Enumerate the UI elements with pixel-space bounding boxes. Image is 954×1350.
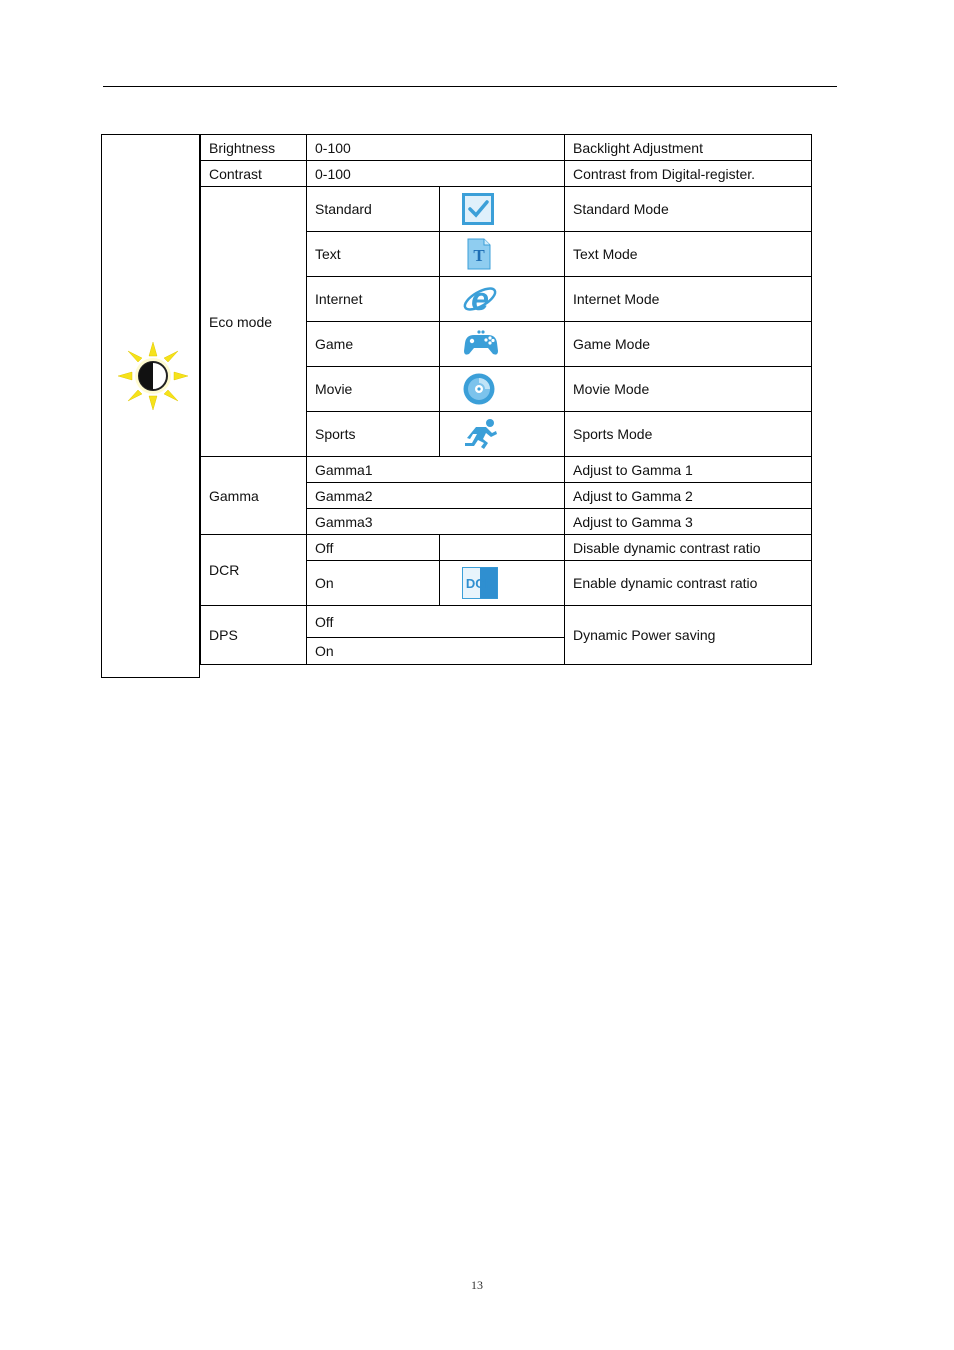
eco-row-standard	[201, 187, 812, 232]
text-document-icon	[462, 237, 494, 271]
eco-option-name: Internet	[307, 277, 440, 322]
eco-option-icon-cell	[440, 322, 565, 367]
dps-row-off	[201, 606, 812, 638]
header-rule	[103, 86, 837, 87]
setting-label: Brightness	[201, 135, 307, 161]
svg-text:T: T	[473, 246, 485, 265]
dcr-icon	[462, 567, 498, 599]
eco-option-name: Sports	[307, 412, 440, 457]
dps-off-name: Off	[307, 606, 565, 638]
eco-option-name: Standard	[307, 187, 440, 232]
svg-text:e: e	[471, 281, 489, 317]
eco-option-description: Movie Mode	[565, 367, 812, 412]
eco-option-icon-cell	[440, 232, 565, 277]
gamma-label: Gamma	[201, 457, 307, 535]
eco-option-icon-cell	[440, 367, 565, 412]
dcr-off-description: Disable dynamic contrast ratio	[565, 535, 812, 561]
internet-explorer-icon	[462, 281, 498, 317]
eco-option-description: Game Mode	[565, 322, 812, 367]
gamma-option-name: Gamma1	[307, 457, 565, 483]
gamma-option-description: Adjust to Gamma 1	[565, 457, 812, 483]
dps-label: DPS	[201, 606, 307, 665]
eco-option-name: Text	[307, 232, 440, 277]
eco-option-name: Movie	[307, 367, 440, 412]
dps-description: Dynamic Power saving	[565, 606, 812, 665]
disc-icon	[462, 372, 496, 406]
eco-mode-label: Eco mode	[201, 187, 307, 457]
eco-option-icon-cell	[440, 187, 565, 232]
settings-table	[200, 134, 812, 665]
gamma-row-1	[201, 457, 812, 483]
setting-range: 0-100	[307, 161, 565, 187]
setting-label: Contrast	[201, 161, 307, 187]
gamma-option-description: Adjust to Gamma 2	[565, 483, 812, 509]
gamma-option-name: Gamma3	[307, 509, 565, 535]
dcr-row-off	[201, 535, 812, 561]
eco-option-description: Standard Mode	[565, 187, 812, 232]
dcr-on-description: Enable dynamic contrast ratio	[565, 561, 812, 606]
dcr-label: DCR	[201, 535, 307, 606]
eco-option-description: Internet Mode	[565, 277, 812, 322]
brightness-row	[201, 135, 812, 161]
dcr-on-name: On	[307, 561, 440, 606]
setting-description: Backlight Adjustment	[565, 135, 812, 161]
eco-option-description: Sports Mode	[565, 412, 812, 457]
setting-range: 0-100	[307, 135, 565, 161]
eco-option-description: Text Mode	[565, 232, 812, 277]
eco-option-icon-cell	[440, 277, 565, 322]
page-number: 13	[471, 1278, 483, 1292]
dps-on-name: On	[307, 638, 565, 665]
gamma-option-name: Gamma2	[307, 483, 565, 509]
standard-check-icon	[462, 193, 494, 225]
gamma-option-description: Adjust to Gamma 3	[565, 509, 812, 535]
running-person-icon	[462, 418, 500, 450]
gamepad-icon	[462, 329, 500, 359]
eco-option-name: Game	[307, 322, 440, 367]
setting-description: Contrast from Digital-register.	[565, 161, 812, 187]
brightness-contrast-icon	[116, 340, 190, 412]
dcr-off-icon-cell	[440, 535, 565, 561]
dcr-off-name: Off	[307, 535, 440, 561]
dcr-on-icon-cell	[440, 561, 565, 606]
svg-text:DCR: DCR	[465, 576, 495, 591]
eco-option-icon-cell	[440, 412, 565, 457]
contrast-row	[201, 161, 812, 187]
